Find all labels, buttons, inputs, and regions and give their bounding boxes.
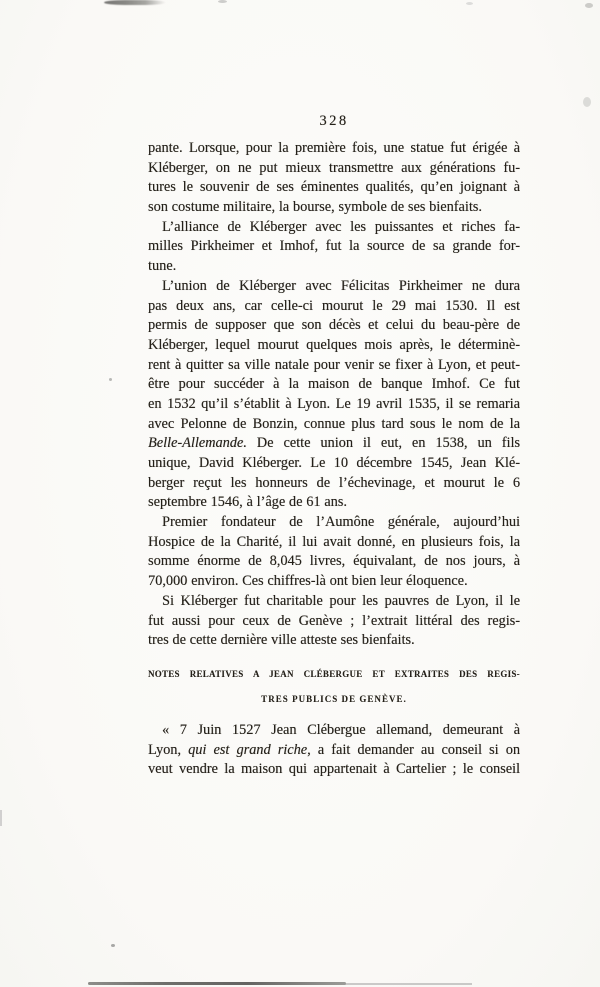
text-line: L’alliance de Kléberger avec les puissantes et riches fa- <box>162 218 520 235</box>
scan-artifact-speck <box>585 3 593 8</box>
text-line: Belle-Allemande. De cette union il eut, en 1538, un fils <box>148 435 520 452</box>
text-line: unique, David Kléberger. Le 10 décembre 1545, Jean Klé- <box>148 455 520 471</box>
text-line: rent à quitter sa ville natale pour venir se fixer à Lyon, et peut- <box>148 356 520 373</box>
text-line: permis de supposer que son décès et celui du beau-père de <box>148 317 520 334</box>
text-line: tres de cette dernière ville atteste ses bienfaits. <box>148 632 415 649</box>
text-line: 70,000 environ. Ces chiffres-là ont bien leur éloquence. <box>148 573 468 590</box>
paragraph <box>148 513 520 592</box>
paragraph <box>148 592 520 651</box>
paragraph <box>148 139 520 218</box>
body-paragraphs <box>148 139 520 651</box>
text-line: pas deux ans, car celle-ci mourut le 29 mai 1530. Il est <box>148 297 520 314</box>
paragraph <box>148 721 520 780</box>
text-line: tures le souvenir de ses éminentes qualités, qu’en joignant à <box>148 179 520 196</box>
text-line: Kléberger, on ne put mieux transmettre aux générations fu- <box>148 159 520 176</box>
text-line: somme énorme de 8,045 livres, équivalant, de nos jours, à <box>148 553 520 570</box>
text-line: Si Kléberger fut charitable pour les pauvres de Lyon, il le <box>162 592 520 609</box>
scan-artifact-edge-mark <box>0 810 2 826</box>
text-line: avec Pelonne de Bonzin, connue plus tard sous le nom de la <box>148 415 520 432</box>
scan-artifact-bottom-line <box>344 983 472 985</box>
section-heading-line-1: NOTES RELATIVES A JEAN CLÉBERGUE ET EXTRAITES DES REGIS- <box>148 668 520 679</box>
scan-artifact-speck <box>109 378 112 381</box>
scan-artifact-speck <box>218 0 227 3</box>
scan-artifact-top-smudge <box>104 0 166 5</box>
text-line: tune. <box>148 258 177 275</box>
text-line: fut aussi pour ceux de Genève ; l’extrait littéral des regis- <box>148 612 520 629</box>
text-line: en 1532 qu’il s’établit à Lyon. Le 19 avril 1535, il se remaria <box>148 395 520 412</box>
text-line: Lyon, qui est grand riche, a fait demander au conseil si on <box>148 741 520 758</box>
section-heading-line-2: TRES PUBLICS DE GENÈVE. <box>261 693 407 704</box>
text-line: milles Pirkheimer et Imhof, fut la source de sa grande for- <box>148 238 520 255</box>
text-line: « 7 Juin 1527 Jean Clébergue allemand, demeurant à <box>162 721 520 738</box>
quote-paragraphs <box>148 721 520 780</box>
text-block <box>148 139 520 780</box>
text-line: septembre 1546, à l’âge de 61 ans. <box>148 494 347 511</box>
page-number: 328 <box>319 113 349 129</box>
scan-artifact-speck <box>466 2 473 5</box>
text-line: être pour succéder à la maison de banque Imhof. Ce fut <box>148 376 520 393</box>
text-line: veut vendre la maison qui appartenait à Cartelier ; le conseil <box>148 761 520 778</box>
text-line: berger reçut les honneurs de l’échevinage, et mourut le 6 <box>148 474 520 491</box>
text-line: L’union de Kléberger avec Félicitas Pirkheimer ne dura <box>162 277 520 294</box>
section-heading <box>148 662 520 712</box>
paragraph <box>148 277 520 513</box>
paragraph <box>148 218 520 277</box>
scan-artifact-speck <box>583 97 591 107</box>
text-line: son costume militaire, la bourse, symbole de ses bienfaits. <box>148 199 482 216</box>
text-line: pante. Lorsque, pour la première fois, une statue fut érigée à <box>148 140 520 156</box>
text-line: Kléberger, lequel mourut quelques mois après, le déterminè- <box>148 336 520 353</box>
text-line: Premier fondateur de l’Aumône générale, aujourd’hui <box>162 514 520 531</box>
scan-artifact-bottom-line <box>88 982 346 985</box>
text-line: Hospice de la Charité, il lui avait donné, en plusieurs fois, la <box>148 533 520 550</box>
scan-artifact-speck <box>111 944 115 947</box>
